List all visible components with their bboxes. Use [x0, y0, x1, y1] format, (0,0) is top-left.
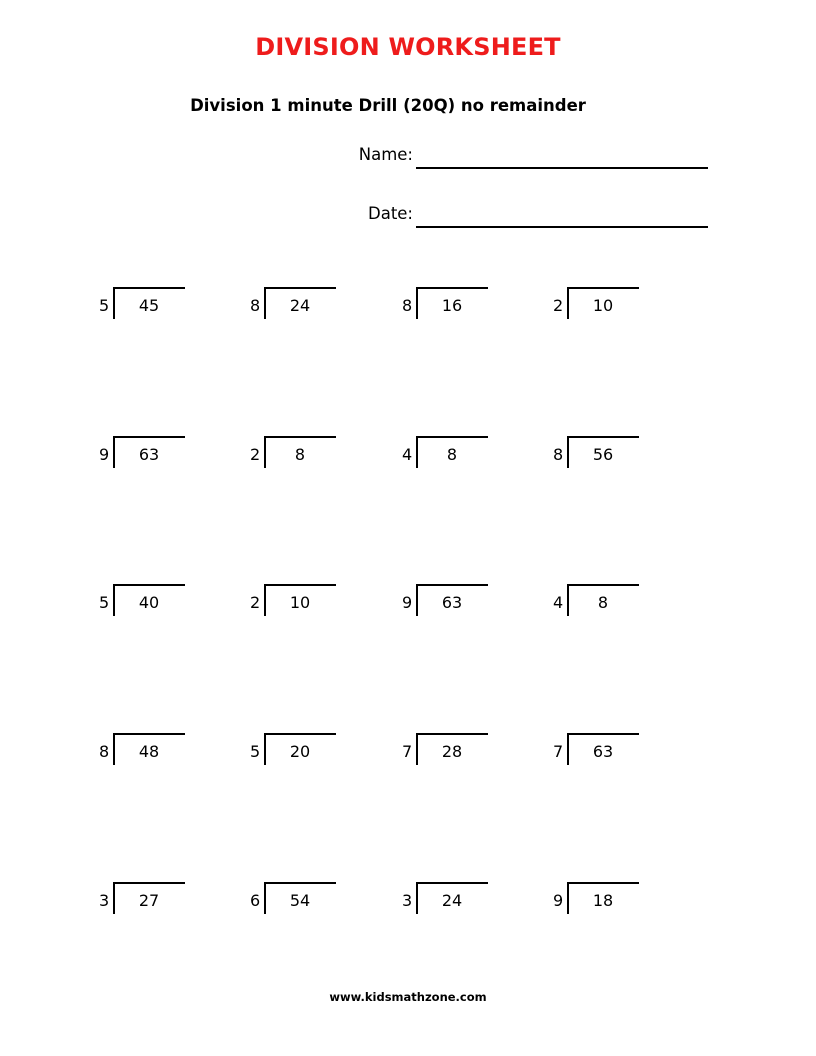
- name-line[interactable]: [416, 167, 708, 169]
- dividend: 63: [441, 593, 463, 612]
- dividend: 24: [289, 296, 311, 315]
- division-problem: [402, 287, 502, 321]
- divisor: 8: [99, 742, 110, 761]
- divisor: 7: [553, 742, 564, 761]
- division-problem: [553, 584, 653, 618]
- division-problem: [553, 436, 653, 470]
- divisor: 5: [99, 296, 110, 315]
- divisor: 7: [402, 742, 413, 761]
- dividend: 10: [592, 296, 614, 315]
- divisor: 5: [250, 742, 261, 761]
- footer-url: www.kidsmathzone.com: [329, 990, 487, 1004]
- divisor: 8: [250, 296, 261, 315]
- dividend: 28: [441, 742, 463, 761]
- dividend: 45: [138, 296, 160, 315]
- division-problem: [553, 733, 653, 767]
- divisor: 8: [553, 445, 564, 464]
- dividend: 18: [592, 891, 614, 910]
- division-problem: [99, 882, 199, 916]
- divisor: 3: [99, 891, 110, 910]
- divisor: 9: [553, 891, 564, 910]
- division-problem: [99, 436, 199, 470]
- date-line[interactable]: [416, 226, 708, 228]
- dividend: 40: [138, 593, 160, 612]
- divisor: 9: [99, 445, 110, 464]
- division-problem: [250, 733, 350, 767]
- name-label: Name:: [358, 145, 413, 164]
- worksheet-subtitle: Division 1 minute Drill (20Q) no remainder: [190, 96, 586, 115]
- dividend: 24: [441, 891, 463, 910]
- dividend: 63: [138, 445, 160, 464]
- divisor: 2: [553, 296, 564, 315]
- dividend: 63: [592, 742, 614, 761]
- division-problem: [553, 882, 653, 916]
- dividend: 27: [138, 891, 160, 910]
- division-problem: [250, 882, 350, 916]
- divisor: 4: [553, 593, 564, 612]
- division-problem: [402, 584, 502, 618]
- worksheet-title: DIVISION WORKSHEET: [255, 33, 561, 61]
- division-problem: [402, 733, 502, 767]
- divisor: 5: [99, 593, 110, 612]
- divisor: 2: [250, 593, 261, 612]
- dividend: 8: [597, 593, 609, 612]
- dividend: 8: [294, 445, 306, 464]
- division-problem: [250, 436, 350, 470]
- dividend: 16: [441, 296, 463, 315]
- dividend: 20: [289, 742, 311, 761]
- dividend: 48: [138, 742, 160, 761]
- date-label: Date:: [368, 204, 413, 223]
- dividend: 10: [289, 593, 311, 612]
- dividend: 54: [289, 891, 311, 910]
- dividend: 56: [592, 445, 614, 464]
- division-problem: [553, 287, 653, 321]
- division-problem: [99, 584, 199, 618]
- division-problem: [402, 436, 502, 470]
- division-problem: [99, 287, 199, 321]
- divisor: 3: [402, 891, 413, 910]
- divisor: 9: [402, 593, 413, 612]
- divisor: 4: [402, 445, 413, 464]
- division-problem: [99, 733, 199, 767]
- division-problem: [250, 287, 350, 321]
- divisor: 6: [250, 891, 261, 910]
- divisor: 8: [402, 296, 413, 315]
- division-problem: [250, 584, 350, 618]
- division-problem: [402, 882, 502, 916]
- dividend: 8: [446, 445, 458, 464]
- divisor: 2: [250, 445, 261, 464]
